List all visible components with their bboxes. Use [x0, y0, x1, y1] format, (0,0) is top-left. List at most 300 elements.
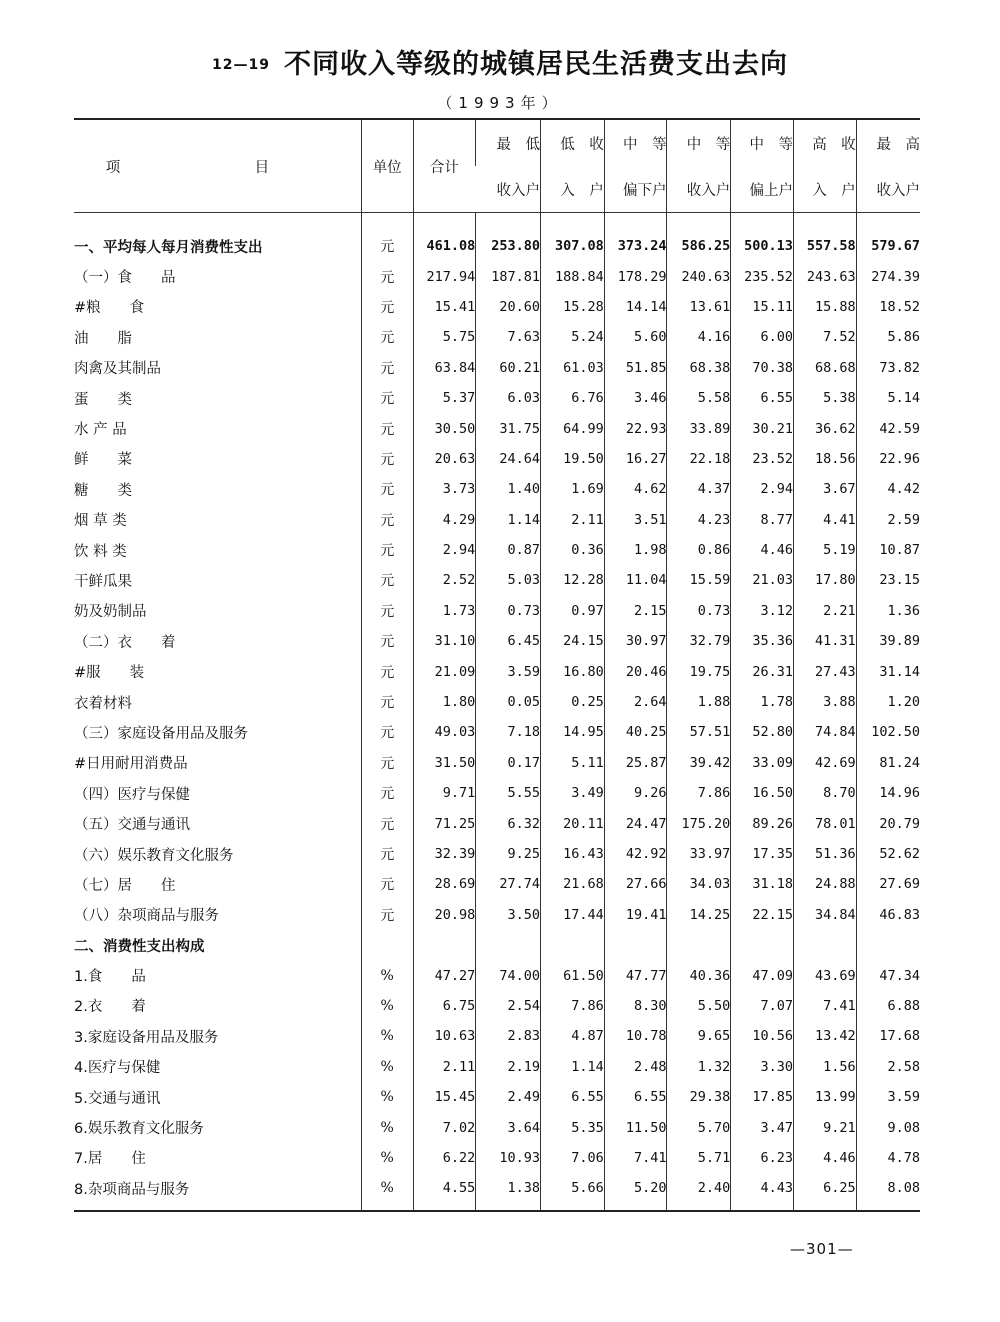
- cell-group-4: 9.65: [667, 1021, 731, 1051]
- cell-group-4: 15.59: [667, 565, 731, 595]
- cell-group-1: 187.81: [476, 261, 541, 291]
- row-unit: 元: [361, 444, 413, 474]
- row-label: （一）食 品: [74, 270, 176, 287]
- cell-group-3: 3.46: [604, 383, 667, 413]
- cell-group-7: 274.39: [856, 261, 920, 291]
- header-group-6-sub: 入 户: [793, 166, 856, 213]
- cell-group-5: 6.23: [731, 1143, 794, 1173]
- cell-group-4: [667, 930, 731, 960]
- table-row: [74, 596, 920, 626]
- cell-group-2: 6.76: [540, 383, 604, 413]
- cell-group-2: 64.99: [540, 413, 604, 443]
- cell-group-7: 8.08: [856, 1173, 920, 1210]
- cell-group-3: 19.41: [604, 900, 667, 930]
- cell-group-5: 4.46: [731, 535, 794, 565]
- expenditure-table: [74, 118, 920, 1212]
- cell-group-4: 4.23: [667, 505, 731, 535]
- row-label: 6.娱乐教育文化服务: [74, 1121, 204, 1138]
- cell-group-3: 1.98: [604, 535, 667, 565]
- cell-group-7: 42.59: [856, 413, 920, 443]
- cell-group-2: 1.14: [540, 1052, 604, 1082]
- cell-group-6: 13.99: [793, 1082, 856, 1112]
- row-label: （二）衣 着: [74, 634, 176, 651]
- cell-group-6: 3.67: [793, 474, 856, 504]
- cell-group-1: 3.59: [476, 656, 541, 686]
- row-label: 5.交通与通讯: [74, 1090, 161, 1107]
- cell-group-1: 0.05: [476, 687, 541, 717]
- cell-group-3: 20.46: [604, 656, 667, 686]
- cell-group-7: 17.68: [856, 1021, 920, 1051]
- cell-group-2: 7.86: [540, 991, 604, 1021]
- cell-group-1: 24.64: [476, 444, 541, 474]
- cell-group-3: 8.30: [604, 991, 667, 1021]
- cell-group-6: 74.84: [793, 717, 856, 747]
- cell-group-1: 2.49: [476, 1082, 541, 1112]
- cell-group-3: 25.87: [604, 748, 667, 778]
- cell-group-1: 2.19: [476, 1052, 541, 1082]
- row-label: 鲜 菜: [74, 452, 132, 469]
- cell-group-4: 4.16: [667, 322, 731, 352]
- header-total-label: 合计: [429, 159, 459, 176]
- cell-group-2: 5.66: [540, 1173, 604, 1210]
- cell-group-2: 6.55: [540, 1082, 604, 1112]
- cell-group-6: 9.21: [793, 1112, 856, 1142]
- cell-group-1: 6.03: [476, 383, 541, 413]
- cell-group-5: 21.03: [731, 565, 794, 595]
- cell-group-2: 5.35: [540, 1112, 604, 1142]
- cell-group-6: 36.62: [793, 413, 856, 443]
- cell-total: 6.22: [413, 1143, 476, 1173]
- cell-group-4: 40.36: [667, 960, 731, 990]
- cell-group-1: 3.64: [476, 1112, 541, 1142]
- table-header: [74, 119, 920, 213]
- row-unit: 元: [361, 839, 413, 869]
- header-unit: 单位: [361, 119, 413, 213]
- table-row: [74, 717, 920, 747]
- cell-group-2: 0.97: [540, 596, 604, 626]
- table-row: [74, 626, 920, 656]
- cell-group-7: 31.14: [856, 656, 920, 686]
- cell-group-6: 34.84: [793, 900, 856, 930]
- cell-total: 461.08: [413, 231, 476, 261]
- header-group-5: 中 等: [731, 119, 794, 166]
- cell-group-3: 11.50: [604, 1112, 667, 1142]
- cell-group-3: 27.66: [604, 869, 667, 899]
- cell-group-2: 0.25: [540, 687, 604, 717]
- header-total: [413, 119, 476, 213]
- cell-group-2: 1.69: [540, 474, 604, 504]
- cell-group-6: 4.41: [793, 505, 856, 535]
- header-category: 项 目: [74, 119, 361, 213]
- cell-group-3: 24.47: [604, 808, 667, 838]
- cell-group-2: 21.68: [540, 869, 604, 899]
- cell-group-4: 57.51: [667, 717, 731, 747]
- row-label: #粮 食: [74, 300, 145, 317]
- row-unit: 元: [361, 596, 413, 626]
- cell-group-1: 60.21: [476, 353, 541, 383]
- table-row: [74, 261, 920, 291]
- row-unit: 元: [361, 869, 413, 899]
- cell-total: 3.73: [413, 474, 476, 504]
- cell-group-3: 47.77: [604, 960, 667, 990]
- row-unit: 元: [361, 717, 413, 747]
- cell-group-7: 2.58: [856, 1052, 920, 1082]
- cell-group-6: 7.52: [793, 322, 856, 352]
- table-row: [74, 535, 920, 565]
- cell-group-3: 22.93: [604, 413, 667, 443]
- row-label: （七）居 住: [74, 877, 176, 894]
- cell-group-5: 47.09: [731, 960, 794, 990]
- cell-group-2: [540, 930, 604, 960]
- cell-group-5: 31.18: [731, 869, 794, 899]
- row-unit: 元: [361, 261, 413, 291]
- cell-group-4: 4.37: [667, 474, 731, 504]
- cell-group-4: 29.38: [667, 1082, 731, 1112]
- cell-group-5: 23.52: [731, 444, 794, 474]
- cell-group-4: 14.25: [667, 900, 731, 930]
- cell-group-1: 1.14: [476, 505, 541, 535]
- row-label: （五）交通与通讯: [74, 817, 190, 834]
- table-row: [74, 991, 920, 1021]
- cell-group-3: [604, 930, 667, 960]
- cell-total: 10.63: [413, 1021, 476, 1051]
- table-row: [74, 292, 920, 322]
- cell-total: 31.50: [413, 748, 476, 778]
- row-label: （八）杂项商品与服务: [74, 908, 219, 925]
- row-unit: 元: [361, 748, 413, 778]
- cell-group-7: 579.67: [856, 231, 920, 261]
- row-label: 干鲜瓜果: [74, 573, 132, 590]
- cell-total: 63.84: [413, 353, 476, 383]
- cell-group-2: 7.06: [540, 1143, 604, 1173]
- cell-group-7: 18.52: [856, 292, 920, 322]
- row-label: 1.食 品: [74, 969, 146, 986]
- row-unit: %: [361, 1112, 413, 1142]
- row-unit: 元: [361, 322, 413, 352]
- cell-total: 47.27: [413, 960, 476, 990]
- row-label: 7.居 住: [74, 1151, 146, 1168]
- cell-group-1: 0.73: [476, 596, 541, 626]
- cell-group-7: 46.83: [856, 900, 920, 930]
- cell-total: 5.37: [413, 383, 476, 413]
- row-label: （六）娱乐教育文化服务: [74, 847, 234, 864]
- cell-group-6: 1.56: [793, 1052, 856, 1082]
- cell-group-7: 81.24: [856, 748, 920, 778]
- cell-group-7: 73.82: [856, 353, 920, 383]
- cell-total: 9.71: [413, 778, 476, 808]
- cell-group-4: 5.71: [667, 1143, 731, 1173]
- cell-group-5: 10.56: [731, 1021, 794, 1051]
- table-row: [74, 1082, 920, 1112]
- cell-group-5: 17.85: [731, 1082, 794, 1112]
- table-row: [74, 383, 920, 413]
- cell-group-3: 16.27: [604, 444, 667, 474]
- table-row: [74, 900, 920, 930]
- cell-group-5: 6.55: [731, 383, 794, 413]
- cell-group-6: 43.69: [793, 960, 856, 990]
- cell-group-6: 243.63: [793, 261, 856, 291]
- cell-total: 28.69: [413, 869, 476, 899]
- spacer-row: [74, 213, 920, 232]
- cell-group-5: 8.77: [731, 505, 794, 535]
- cell-group-5: 3.47: [731, 1112, 794, 1142]
- cell-group-3: 9.26: [604, 778, 667, 808]
- cell-total: 217.94: [413, 261, 476, 291]
- row-label: 蛋 类: [74, 391, 132, 408]
- cell-group-5: 17.35: [731, 839, 794, 869]
- row-label: 奶及奶制品: [74, 604, 147, 621]
- cell-group-2: 3.49: [540, 778, 604, 808]
- row-unit: 元: [361, 778, 413, 808]
- cell-group-2: 5.11: [540, 748, 604, 778]
- cell-group-3: 10.78: [604, 1021, 667, 1051]
- row-label: 4.医疗与保健: [74, 1060, 161, 1077]
- cell-group-1: 31.75: [476, 413, 541, 443]
- cell-group-5: 26.31: [731, 656, 794, 686]
- cell-group-3: 11.04: [604, 565, 667, 595]
- table-row: [74, 565, 920, 595]
- cell-group-4: 2.40: [667, 1173, 731, 1210]
- cell-group-5: 35.36: [731, 626, 794, 656]
- cell-group-1: 3.50: [476, 900, 541, 930]
- header-group-1-sub: 收入户: [476, 166, 541, 213]
- cell-total: 7.02: [413, 1112, 476, 1142]
- cell-group-1: 6.32: [476, 808, 541, 838]
- cell-group-6: 5.19: [793, 535, 856, 565]
- cell-total: 32.39: [413, 839, 476, 869]
- row-unit: %: [361, 991, 413, 1021]
- cell-group-7: 4.42: [856, 474, 920, 504]
- cell-group-5: 16.50: [731, 778, 794, 808]
- cell-group-4: 22.18: [667, 444, 731, 474]
- cell-total: 5.75: [413, 322, 476, 352]
- cell-group-6: 557.58: [793, 231, 856, 261]
- cell-group-4: 0.86: [667, 535, 731, 565]
- row-label: #日用耐用消费品: [74, 756, 188, 773]
- cell-total: 2.52: [413, 565, 476, 595]
- cell-group-6: 6.25: [793, 1173, 856, 1210]
- cell-group-7: [856, 930, 920, 960]
- cell-group-6: 2.21: [793, 596, 856, 626]
- cell-group-1: 74.00: [476, 960, 541, 990]
- row-label: （四）医疗与保健: [74, 786, 190, 803]
- table-row: [74, 413, 920, 443]
- cell-group-4: 13.61: [667, 292, 731, 322]
- cell-group-5: 500.13: [731, 231, 794, 261]
- cell-group-5: 33.09: [731, 748, 794, 778]
- cell-group-6: 42.69: [793, 748, 856, 778]
- cell-total: [413, 930, 476, 960]
- table-row: [74, 1112, 920, 1142]
- cell-group-3: 7.41: [604, 1143, 667, 1173]
- header-group-1: 最 低: [476, 119, 541, 166]
- table-row: [74, 1052, 920, 1082]
- header-group-3: 中 等: [604, 119, 667, 166]
- cell-group-1: 27.74: [476, 869, 541, 899]
- cell-total: 71.25: [413, 808, 476, 838]
- row-label: 烟 草 类: [74, 513, 127, 530]
- cell-group-6: 68.68: [793, 353, 856, 383]
- table-row: [74, 231, 920, 261]
- table-row: [74, 505, 920, 535]
- cell-group-1: 0.17: [476, 748, 541, 778]
- cell-group-2: 188.84: [540, 261, 604, 291]
- row-unit: 元: [361, 626, 413, 656]
- cell-total: 4.55: [413, 1173, 476, 1210]
- row-label: 肉禽及其制品: [74, 361, 161, 378]
- row-unit: %: [361, 1021, 413, 1051]
- row-label: （三）家庭设备用品及服务: [74, 725, 248, 742]
- cell-group-3: 5.60: [604, 322, 667, 352]
- cell-group-7: 1.36: [856, 596, 920, 626]
- cell-group-5: 89.26: [731, 808, 794, 838]
- row-unit: 元: [361, 292, 413, 322]
- cell-total: 6.75: [413, 991, 476, 1021]
- cell-group-7: 52.62: [856, 839, 920, 869]
- cell-group-7: 39.89: [856, 626, 920, 656]
- cell-group-6: 51.36: [793, 839, 856, 869]
- cell-total: 20.63: [413, 444, 476, 474]
- table-row: [74, 869, 920, 899]
- cell-group-6: [793, 930, 856, 960]
- cell-group-4: 7.86: [667, 778, 731, 808]
- cell-group-4: 5.58: [667, 383, 731, 413]
- cell-total: 1.73: [413, 596, 476, 626]
- cell-group-7: 47.34: [856, 960, 920, 990]
- table-row: [74, 839, 920, 869]
- cell-group-6: 24.88: [793, 869, 856, 899]
- cell-group-2: 14.95: [540, 717, 604, 747]
- table-row: [74, 1143, 920, 1173]
- row-unit: %: [361, 1143, 413, 1173]
- table-row: [74, 930, 920, 960]
- cell-group-5: 70.38: [731, 353, 794, 383]
- table-row: [74, 687, 920, 717]
- cell-group-3: 14.14: [604, 292, 667, 322]
- cell-group-7: 23.15: [856, 565, 920, 595]
- row-unit: %: [361, 1082, 413, 1112]
- cell-group-7: 10.87: [856, 535, 920, 565]
- cell-group-5: 30.21: [731, 413, 794, 443]
- cell-group-3: 30.97: [604, 626, 667, 656]
- row-unit: 元: [361, 687, 413, 717]
- table-row: [74, 1173, 920, 1210]
- table-row: [74, 1021, 920, 1051]
- cell-group-5: 7.07: [731, 991, 794, 1021]
- cell-group-6: 78.01: [793, 808, 856, 838]
- cell-group-7: 5.14: [856, 383, 920, 413]
- cell-group-5: 6.00: [731, 322, 794, 352]
- cell-group-5: 2.94: [731, 474, 794, 504]
- header-group-6: 高 收: [793, 119, 856, 166]
- cell-group-2: 24.15: [540, 626, 604, 656]
- cell-group-1: 5.03: [476, 565, 541, 595]
- header-group-4: 中 等: [667, 119, 731, 166]
- cell-group-1: 9.25: [476, 839, 541, 869]
- row-unit: 元: [361, 900, 413, 930]
- cell-group-2: 15.28: [540, 292, 604, 322]
- row-label: 水 产 品: [74, 422, 127, 439]
- cell-group-1: 2.54: [476, 991, 541, 1021]
- row-unit: 元: [361, 535, 413, 565]
- cell-group-1: 0.87: [476, 535, 541, 565]
- row-label: 糖 类: [74, 482, 132, 499]
- table-row: [74, 778, 920, 808]
- cell-group-1: 7.63: [476, 322, 541, 352]
- cell-total: 15.41: [413, 292, 476, 322]
- cell-group-7: 20.79: [856, 808, 920, 838]
- cell-group-6: 13.42: [793, 1021, 856, 1051]
- cell-total: 31.10: [413, 626, 476, 656]
- cell-group-3: 2.48: [604, 1052, 667, 1082]
- cell-group-1: 20.60: [476, 292, 541, 322]
- cell-group-2: 12.28: [540, 565, 604, 595]
- cell-group-7: 102.50: [856, 717, 920, 747]
- cell-total: 15.45: [413, 1082, 476, 1112]
- cell-group-3: 2.15: [604, 596, 667, 626]
- cell-group-4: 1.88: [667, 687, 731, 717]
- row-unit: 元: [361, 808, 413, 838]
- cell-group-6: 4.46: [793, 1143, 856, 1173]
- cell-group-2: 4.87: [540, 1021, 604, 1051]
- header-group-3-sub: 偏下户: [604, 166, 667, 213]
- cell-group-6: 41.31: [793, 626, 856, 656]
- cell-total: 30.50: [413, 413, 476, 443]
- row-unit: 元: [361, 383, 413, 413]
- cell-group-2: 61.50: [540, 960, 604, 990]
- table-row: [74, 656, 920, 686]
- cell-group-7: 22.96: [856, 444, 920, 474]
- cell-group-3: 3.51: [604, 505, 667, 535]
- row-unit: 元: [361, 505, 413, 535]
- cell-group-7: 2.59: [856, 505, 920, 535]
- header-group-7-sub: 收入户: [856, 166, 920, 213]
- cell-group-7: 14.96: [856, 778, 920, 808]
- row-unit: 元: [361, 474, 413, 504]
- cell-group-4: 1.32: [667, 1052, 731, 1082]
- cell-group-4: 39.42: [667, 748, 731, 778]
- cell-group-7: 1.20: [856, 687, 920, 717]
- table-row: [74, 960, 920, 990]
- header-group-7: 最 高: [856, 119, 920, 166]
- cell-group-5: 4.43: [731, 1173, 794, 1210]
- cell-group-4: 5.70: [667, 1112, 731, 1142]
- cell-group-1: 1.38: [476, 1173, 541, 1210]
- cell-group-6: 8.70: [793, 778, 856, 808]
- table-row: [74, 353, 920, 383]
- row-label: 一、平均每人每月消费性支出: [74, 239, 263, 256]
- cell-group-2: 307.08: [540, 231, 604, 261]
- header-group-2-sub: 入 户: [540, 166, 604, 213]
- cell-group-3: 2.64: [604, 687, 667, 717]
- cell-group-4: 586.25: [667, 231, 731, 261]
- cell-group-3: 4.62: [604, 474, 667, 504]
- row-label: #服 装: [74, 665, 145, 682]
- cell-group-4: 33.89: [667, 413, 731, 443]
- cell-group-5: 52.80: [731, 717, 794, 747]
- cell-group-6: 5.38: [793, 383, 856, 413]
- row-label: 2.衣 着: [74, 999, 146, 1016]
- page-number: —301—: [790, 1240, 854, 1258]
- title-text: 不同收入等级的城镇居民生活费支出去向: [283, 49, 788, 80]
- cell-group-1: 7.18: [476, 717, 541, 747]
- cell-group-2: 61.03: [540, 353, 604, 383]
- row-label: 饮 料 类: [74, 543, 127, 560]
- cell-group-5: [731, 930, 794, 960]
- cell-group-4: 19.75: [667, 656, 731, 686]
- row-unit: 元: [361, 353, 413, 383]
- table-row: [74, 322, 920, 352]
